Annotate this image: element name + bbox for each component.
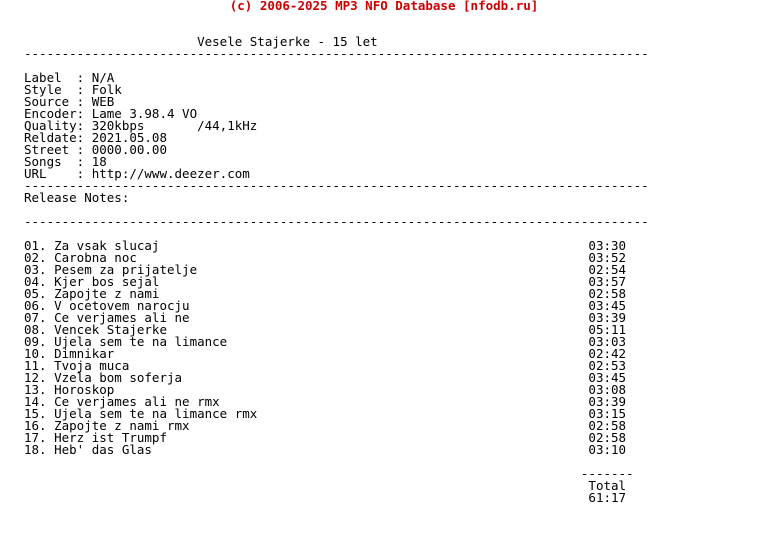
nfo-line: 09. Ujela sem te na limance 03:03 <box>24 334 627 349</box>
nfo-line: Release Notes: <box>24 190 130 205</box>
nfo-text <box>24 36 649 504</box>
nfo-line: Songs : 18 <box>24 154 107 169</box>
nfo-line: 13. Horoskop 03:08 <box>24 382 627 397</box>
nfo-line: 08. Vencek Stajerke 05:11 <box>24 322 627 337</box>
nfo-line: Street : 0000.00.00 <box>24 142 167 157</box>
nfo-line: 11. Tvoja muca 02:53 <box>24 358 627 373</box>
nfo-line: 05. Zapojte z nami 02:58 <box>24 286 627 301</box>
nfo-line: 04. Kjer bos sejal 03:57 <box>24 274 627 289</box>
nfo-line: Label : N/A <box>24 70 115 85</box>
nfo-line: Reldate: 2021.05.08 <box>24 130 167 145</box>
nfo-line: Total <box>24 478 627 493</box>
nfo-line: 03. Pesem za prijatelje 02:54 <box>24 262 627 277</box>
nfo-line: URL : http://www.deezer.com <box>24 166 250 181</box>
nfo-line: Source : WEB <box>24 94 115 109</box>
nfo-line: 15. Ujela sem te na limance rmx 03:15 <box>24 406 627 421</box>
nfo-line: 18. Heb' das Glas 03:10 <box>24 442 627 457</box>
nfo-line: 14. Ce verjames ali ne rmx 03:39 <box>24 394 627 409</box>
nfo-line: 61:17 <box>24 490 627 505</box>
nfo-line: Encoder: Lame 3.98.4 VO <box>24 106 198 121</box>
nfo-line: Vesele Stajerke - 15 let <box>24 34 378 49</box>
nfo-line: 12. Vzela bom soferja 03:45 <box>24 370 627 385</box>
nfodb-banner: (c) 2006-2025 MP3 NFO Database [nfodb.ru] <box>229 0 539 13</box>
nfo-line: 07. Ce verjames ali ne 03:39 <box>24 310 627 325</box>
nfo-line <box>24 60 649 72</box>
nfo-line: ----------------------------------------------------------------------------------- <box>24 178 649 193</box>
nfo-line: 16. Zapojte z nami rmx 02:58 <box>24 418 627 433</box>
nfo-line: 01. Za vsak slucaj 03:30 <box>24 238 627 253</box>
nfo-line: Style : Folk <box>24 82 122 97</box>
nfo-line: ------- <box>24 466 634 481</box>
nfo-line: ----------------------------------------------------------------------------------- <box>24 214 649 229</box>
nfo-line: 06. V ocetovem narocju 03:45 <box>24 298 627 313</box>
nfo-line: 10. Dimnikar 02:42 <box>24 346 627 361</box>
nfo-line: ----------------------------------------------------------------------------------- <box>24 46 649 61</box>
nfo-line: 02. Carobna noc 03:52 <box>24 250 627 265</box>
nfo-line: 17. Herz ist Trumpf 02:58 <box>24 430 627 445</box>
nfo-line: Quality: 320kbps /44,1kHz <box>24 118 258 133</box>
